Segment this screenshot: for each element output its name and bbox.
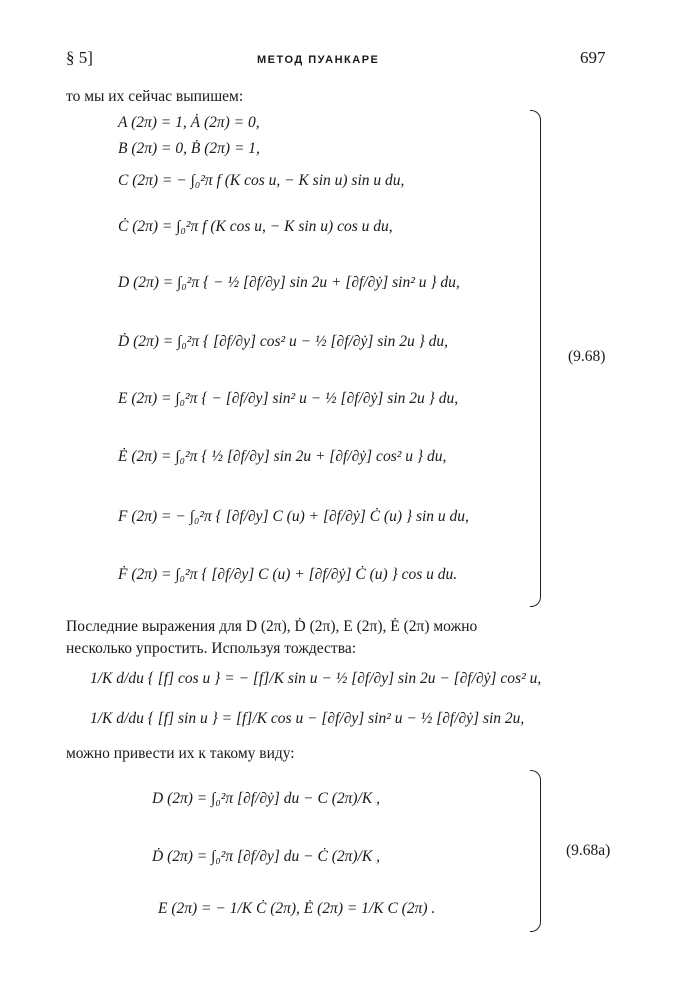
equation-number-968a: (9.68a)	[566, 842, 611, 859]
intro-text: то мы их сейчас выпишем:	[66, 88, 244, 105]
paragraph-line-2: несколько упростить. Используя тождества:	[66, 640, 357, 657]
transition-text: можно привести их к такому виду:	[66, 745, 295, 762]
equation-line: A (2π) = 1, Ȧ (2π) = 0,	[118, 114, 260, 131]
equation-line: Ċ (2π) = ∫₀²π f (K cos u, − K sin u) cos u du,	[118, 218, 393, 235]
right-brace	[530, 110, 541, 607]
equation-line: D (2π) = ∫₀²π { − ½ [∂f/∂y] sin 2u + [∂f/∂ẏ] sin² u } du,	[118, 274, 460, 291]
equation-line: E (2π) = ∫₀²π { − [∂f/∂y] sin² u − ½ [∂f/∂ẏ] sin 2u } du,	[118, 390, 459, 407]
right-brace	[530, 770, 541, 932]
equation-number-968: (9.68)	[568, 348, 606, 365]
equation-line: B (2π) = 0, Ḃ (2π) = 1,	[118, 140, 260, 157]
equation-line: Ḟ (2π) = ∫₀²π { [∂f/∂y] C (u) + [∂f/∂ẏ] Ċ (u) } cos u du.	[118, 566, 458, 583]
identity-2: 1/K d/du { [f] sin u } = [f]/K cos u − [∂f/∂y] sin² u − ½ [∂f/∂ẏ] sin 2u,	[90, 710, 525, 727]
running-title: МЕТОД ПУАНКАРЕ	[257, 54, 380, 66]
equation-line: Ḋ (2π) = ∫₀²π [∂f/∂y] du − Ċ (2π)/K ,	[152, 848, 380, 865]
paragraph-line-1: Последние выражения для D (2π), Ḋ (2π), E (2π), Ė (2π) можно	[66, 618, 478, 635]
equation-line: C (2π) = − ∫₀²π f (K cos u, − K sin u) sin u du,	[118, 172, 405, 189]
equation-line: D (2π) = ∫₀²π [∂f/∂ẏ] du − C (2π)/K ,	[152, 790, 380, 807]
equation-line: Ḋ (2π) = ∫₀²π { [∂f/∂y] cos² u − ½ [∂f/∂ẏ] sin 2u } du,	[118, 333, 449, 350]
equation-line: Ė (2π) = ∫₀²π { ½ [∂f/∂y] sin 2u + [∂f/∂ẏ] cos² u } du,	[118, 448, 447, 465]
page-number: 697	[580, 48, 606, 67]
equation-line: E (2π) = − 1/K Ċ (2π), Ė (2π) = 1/K C (2π) .	[158, 900, 436, 917]
identity-1: 1/K d/du { [f] cos u } = − [f]/K sin u − ½ [∂f/∂y] sin 2u − [∂f/∂ẏ] cos² u,	[90, 670, 542, 687]
section-marker: § 5]	[66, 48, 93, 67]
equation-line: F (2π) = − ∫₀²π { [∂f/∂y] C (u) + [∂f/∂ẏ] Ċ (u) } sin u du,	[118, 508, 469, 525]
